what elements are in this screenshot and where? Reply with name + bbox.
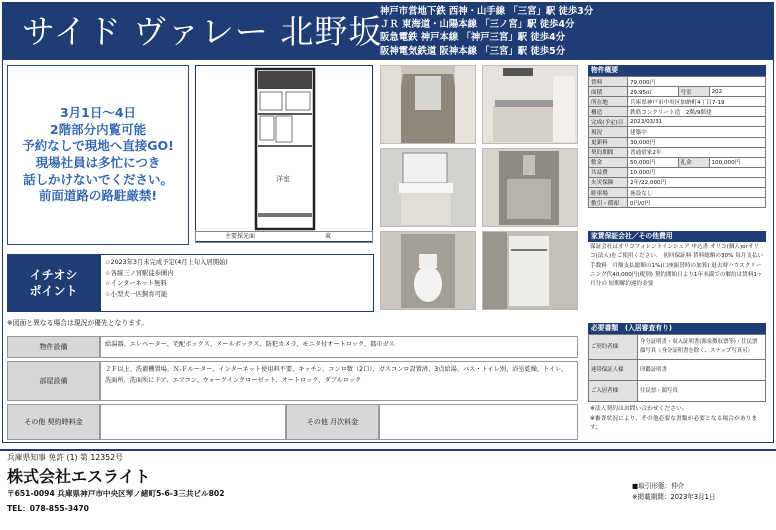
photo-room xyxy=(380,65,476,144)
spec-row xyxy=(589,177,766,187)
notice-line: 前面道路の路駐厳禁! xyxy=(38,188,158,204)
transaction-type: ■取引形態：仲介 xyxy=(632,482,685,490)
spec-key: 火災保険 xyxy=(589,177,628,187)
access-line: 神戸市営地下鉄 西神・山手線 「三宮」駅 徒歩3分 xyxy=(380,6,594,17)
photo-toilet xyxy=(380,231,476,310)
spec-row xyxy=(589,137,766,147)
direction-label: 東 xyxy=(324,233,331,240)
recommend-list xyxy=(100,254,374,312)
spec-value: 0円/0円 xyxy=(628,198,766,208)
photo-bathroom xyxy=(482,148,578,227)
property-title: サイド ヴァレー 北野坂 xyxy=(22,12,383,51)
facilities-label: 物件設備 xyxy=(7,336,100,358)
notice-line: 予約なしで現地へ直接GO! xyxy=(22,138,174,154)
spec-value: 普通借家2年 xyxy=(628,147,766,157)
spec-key: 更新料 xyxy=(589,137,628,147)
spec-key: 所在地 xyxy=(589,97,628,107)
floor-plan xyxy=(195,65,373,242)
documents-table xyxy=(588,334,766,402)
company-name: 株式会社エスライト xyxy=(7,467,151,486)
spec-value: 2023/03/31 xyxy=(628,117,766,127)
guarantee-title: 家賃保証会社／その他費用 xyxy=(588,231,766,242)
recommend-item: ☆各線三ノ宮駅徒歩圏内 xyxy=(105,269,174,277)
facilities-value: 給湯器、エレベーター、宅配ボックス、メールボックス、防犯カメラ、モニタ付オートロック、都市ガス xyxy=(100,336,578,358)
spec-value: 29.95㎡ xyxy=(628,87,679,97)
spec-key: 賃料 xyxy=(589,77,628,87)
spec-value: 施設なし xyxy=(628,188,766,198)
room-facilities-label: 部屋設備 xyxy=(7,361,100,401)
spec-row xyxy=(589,198,766,208)
photo-closet xyxy=(482,231,578,310)
other-monthly-fee-label: その他 月次料金 xyxy=(286,404,379,440)
spec-key: 共益費 xyxy=(589,167,628,177)
spec-value: 100,000円 xyxy=(709,157,766,167)
recommend-item: ☆小型犬一匹飼育可能 xyxy=(105,290,168,298)
recommend-label xyxy=(7,254,100,312)
recommend-item: ☆インターネット無料 xyxy=(105,280,167,288)
documents-note: ※審査状況により、その他必要な書類が必要となる場合があります。 xyxy=(590,415,758,432)
recommend-item: ☆2023年3月末完成予定(4月上旬入居開始) xyxy=(105,259,228,266)
notice-line: 3月1日～4日 xyxy=(59,105,137,121)
lighting-label: 主要採光面 xyxy=(224,233,255,240)
documents-key: ご契約者様 xyxy=(589,335,638,360)
footer-divider xyxy=(0,449,776,451)
spec-value: 2年/22,000円 xyxy=(628,177,766,187)
spec-row xyxy=(589,77,766,87)
spec-row xyxy=(589,188,766,198)
floor-plan-drawing xyxy=(196,66,372,231)
recommend-label-line: イチオシ xyxy=(29,268,78,282)
spec-key: 敷金 xyxy=(589,157,628,167)
spec-row xyxy=(589,117,766,127)
documents-value: 住民票・顔写真 xyxy=(638,381,766,402)
access-line: 阪神電気鉄道 阪神本線 「三宮」駅 徒歩5分 xyxy=(380,45,566,57)
spec-row xyxy=(589,97,766,107)
photo-washroom xyxy=(380,148,476,227)
notice-line: 2階部分内覧可能 xyxy=(49,121,147,137)
spec-row xyxy=(589,87,766,97)
documents-key: 連帯保証人様 xyxy=(589,360,638,381)
spec-key: 契約期間 xyxy=(589,147,628,157)
spec-key: 号室 xyxy=(678,87,709,97)
documents-row xyxy=(589,381,766,402)
room-label: 洋室 xyxy=(276,175,290,183)
spec-key: 現況 xyxy=(589,127,628,137)
company-address: 〒651-0094 兵庫県神戸市中央区琴ノ緒町5-6-3三共ビル802 xyxy=(7,489,225,498)
photo-kitchen xyxy=(482,65,578,144)
documents-row xyxy=(589,335,766,360)
spec-row xyxy=(589,127,766,137)
spec-row xyxy=(589,167,766,177)
spec-key: 駐車場 xyxy=(589,188,628,198)
spec-value: 202 xyxy=(709,87,766,97)
spec-table xyxy=(588,76,766,208)
floor-plan-caption xyxy=(195,231,373,243)
spec-value: 建築中 xyxy=(628,127,766,137)
guarantee-text: 保証会社はオリコフォレントインシュア 申込書 オリコ(個人)orオリコ(法人)をご使用ください。 初回保証料 賃料総額の30% 毎月支払い手数料 月額支払総額の1%(口座振替時の加算) 退去時ハウスクリーニング代40,000円(税別) 契約開始日より1年未満での解約は賃料1ヶ月分の 短期解約違約金要 xyxy=(590,244,764,288)
publication-date: ※掲載期間：2023年3月1日 xyxy=(632,493,716,501)
access-list xyxy=(380,5,593,58)
spec-row xyxy=(589,107,766,117)
notice-line: 話しかけないでください。 xyxy=(22,171,173,187)
spec-key: 面積 xyxy=(589,87,628,97)
room-facilities-value: ２Ｆ以上、洗濯機置場、Ｎ-Ｆルーター、インターネット使用料不要、キッチン、コンロ数（2口）、ガスコンロ設置済、3点給湯、バス・トイレ別、浴室乾燥、トイレ、洗面所、洗面所にドア、エアコン、ウォークインクローゼット、オートロック、ダブルロック xyxy=(100,361,578,401)
license-number: 兵庫県知事 免許 (1) 第 12352号 xyxy=(7,453,123,462)
access-line: 阪急電鉄 神戸本線 「神戸三宮」駅 徒歩4分 xyxy=(380,32,566,44)
company-phone: TEL：078-855-3470 xyxy=(7,504,89,513)
access-line: ＪＲ 東海道・山陽本線 「三ノ宮」駅 徒歩4分 xyxy=(380,19,575,31)
documents-notes xyxy=(590,405,766,434)
spec-key: 敷引・償却 xyxy=(589,198,628,208)
spec-key: 構造 xyxy=(589,107,628,117)
other-monthly-fee-value xyxy=(379,404,578,440)
recommend-label-line: ポイント xyxy=(29,284,78,298)
documents-title: 必要書類 (入居審査有り) xyxy=(588,323,766,334)
spec-value: 10,000円 xyxy=(628,167,766,177)
spec-key: 礼金 xyxy=(678,157,709,167)
documents-row xyxy=(589,360,766,381)
spec-row xyxy=(589,157,766,167)
spec-value: 30,000円 xyxy=(628,137,766,147)
other-contract-fee-label: その他 契約時料金 xyxy=(7,404,100,440)
spec-value: 79,000円 xyxy=(628,77,766,87)
viewing-notice xyxy=(7,65,189,245)
documents-note: ※法人契約はお問い合わせください。 xyxy=(590,406,688,412)
spec-value: 50,000円 xyxy=(628,157,679,167)
spec-value: 兵庫県神戸市中央区加納町4丁目7-19 xyxy=(628,97,766,107)
spec-key: 完成(予定)日 xyxy=(589,117,628,127)
documents-value: 身分証明書・収入証明書(源泉徴収票等)・住民票 顔写真（身分証明書を除く、スナップ写真可） xyxy=(638,335,766,360)
spec-row xyxy=(589,147,766,157)
priority-note: ※図面と異なる場合は現況が優先となります。 xyxy=(7,319,149,327)
notice-line: 現場社員は多忙につき xyxy=(35,155,161,170)
spec-title: 物件概要 xyxy=(588,65,766,76)
documents-key: ご入居者様 xyxy=(589,381,638,402)
other-contract-fee-value xyxy=(100,404,286,440)
spec-value: 鉄筋コンクリート造 2階/9階建 xyxy=(628,107,766,117)
documents-value: 印鑑証明書 xyxy=(638,360,766,381)
